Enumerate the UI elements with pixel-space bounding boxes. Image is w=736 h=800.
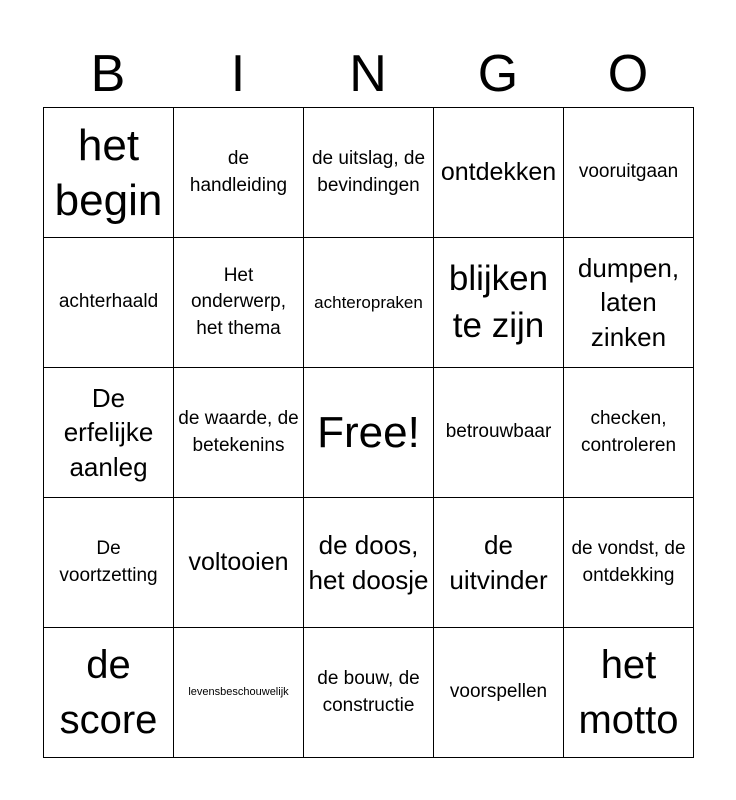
header-letter-i: I [230, 45, 246, 103]
bingo-cell-5-5[interactable]: het motto [564, 628, 694, 758]
bingo-cell-3-4[interactable]: betrouwbaar [434, 368, 564, 498]
bingo-cell-5-2[interactable]: levensbeschouwelijk [174, 628, 304, 758]
bingo-cell-1-5[interactable]: vooruitgaan [564, 108, 694, 238]
bingo-cell-4-4[interactable]: de uitvinder [434, 498, 564, 628]
bingo-cell-5-1[interactable]: de score [44, 628, 174, 758]
board-row-2 [44, 238, 694, 368]
bingo-cell-3-1[interactable]: De erfelijke aanleg [44, 368, 174, 498]
bingo-cell-2-1[interactable]: achterhaald [44, 238, 174, 368]
header-letter-g: G [477, 45, 519, 103]
bingo-cell-2-2[interactable]: Het onderwerp, het thema [174, 238, 304, 368]
bingo-free-space[interactable]: Free! [304, 368, 434, 498]
bingo-cell-4-3[interactable]: de doos, het doosje [304, 498, 434, 628]
header-letter-n: N [349, 45, 387, 103]
bingo-cell-5-4[interactable]: voorspellen [434, 628, 564, 758]
bingo-cell-1-2[interactable]: de handleiding [174, 108, 304, 238]
bingo-cell-2-3[interactable]: achteropraken [304, 238, 434, 368]
header-letter-b: B [90, 45, 126, 103]
bingo-header [43, 40, 693, 108]
bingo-cell-4-5[interactable]: de vondst, de ontdekking [564, 498, 694, 628]
bingo-board [43, 107, 694, 758]
bingo-cell-1-4[interactable]: ontdekken [434, 108, 564, 238]
bingo-cell-2-4[interactable]: blijken te zijn [434, 238, 564, 368]
bingo-cell-1-3[interactable]: de uitslag, de bevindingen [304, 108, 434, 238]
bingo-cell-5-3[interactable]: de bouw, de constructie [304, 628, 434, 758]
bingo-cell-2-5[interactable]: dumpen, laten zinken [564, 238, 694, 368]
header-letter-o: O [607, 45, 649, 103]
bingo-cell-4-2[interactable]: voltooien [174, 498, 304, 628]
bingo-cell-4-1[interactable]: De voortzetting [44, 498, 174, 628]
bingo-cell-1-1[interactable]: het begin [44, 108, 174, 238]
board-row-5 [44, 628, 694, 758]
bingo-cell-3-2[interactable]: de waarde, de betekenins [174, 368, 304, 498]
bingo-cell-3-5[interactable]: checken, controleren [564, 368, 694, 498]
board-row-4 [44, 498, 694, 628]
board-row-1 [44, 108, 694, 238]
board-row-3 [44, 368, 694, 498]
